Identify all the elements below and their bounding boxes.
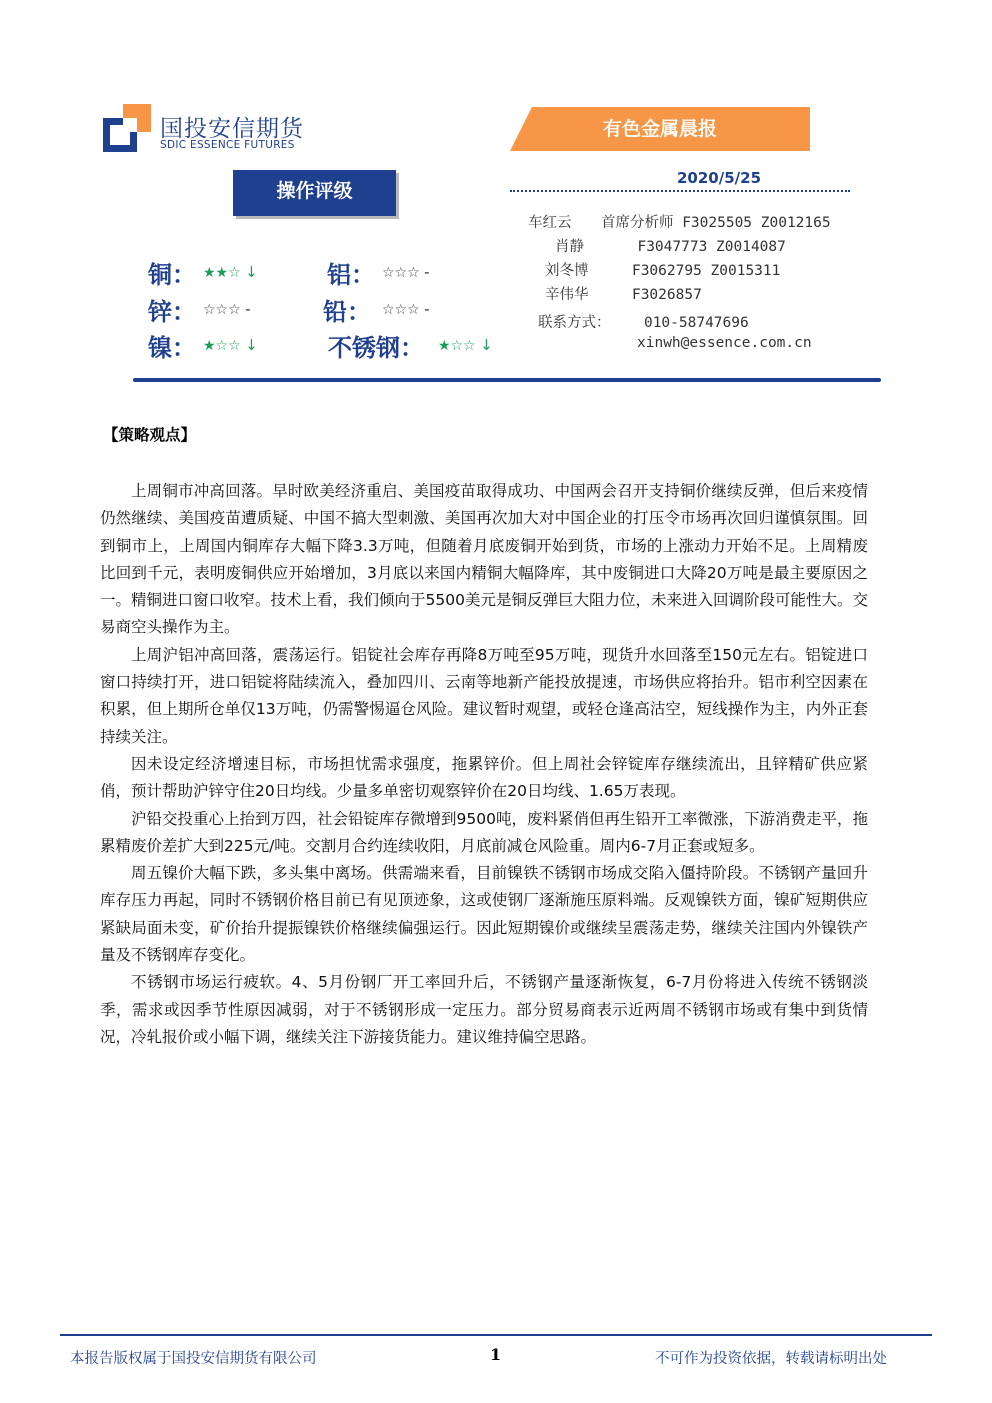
rating-stars-copper [203,263,258,281]
trend-down-icon: ↓ [245,263,258,281]
contact-label: 联系方式： [538,315,611,331]
analyst-name: 辛伟华 [545,287,589,303]
analyst-detail: F3026857 [631,287,702,303]
trend-flat-icon: - [424,263,430,281]
rating-stars-aluminum [382,263,430,281]
strategy-body [100,478,868,1051]
footer-disclaimer: 不可作为投资依据，转载请标明出处 [655,1351,887,1367]
stars-icon: ★☆☆ [438,338,476,354]
trend-flat-icon: - [245,300,251,318]
metal-name-aluminum: 铝： [327,261,375,289]
footer-copyright: 本报告版权属于国投安信期货有限公司 [70,1351,317,1367]
trend-down-icon: ↓ [480,336,493,354]
report-date: 2020/5/25 [677,169,762,187]
contact-phone: 010-58747696 [643,315,749,331]
metal-name-nickel: 镍： [148,334,196,362]
paragraph-nickel: 周五镍价大幅下跌，多头集中离场。供需端来看，目前镍铁不锈钢市场成交陷入僵持阶段。不锈钢产量回升库存压力再起，同时不锈钢价格目前已有见顶迹象，这或使钢厂逐渐施压原料端。反观镍铁方面，镍矿短期供应紧缺局面未变，矿价抬升提振镍铁价格继续偏强运行。因此短期镍价或继续呈震荡走势，继续关注国内外镍铁产量及不锈钢库存变化。 [100,864,868,965]
company-name-en: SDIC ESSENCE FUTURES [160,139,295,151]
header-divider [133,378,881,382]
stars-icon: ☆☆☆ [203,302,241,318]
paragraph-lead: 沪铅交投重心上抬到万四，社会铅锭库存微增到9500吨，废料紧俏但再生铅开工率微涨，下游消费走平，拖累精废价差扩大到225元/吨。交割月合约连续收阳，月底前减仓风险重。周内6-7月正套或短多。 [100,809,868,855]
analyst-detail: 首席分析师 F3025505 Z0012165 [600,215,831,231]
metal-name-stainless-steel: 不锈钢： [328,334,424,362]
analyst-row [545,259,780,280]
metal-name-lead: 铅： [323,298,371,326]
rating-label: 操作评级 [233,170,396,216]
paragraph-aluminum: 上周沪铝冲高回落，震荡运行。铝锭社会库存再降8万吨至95万吨，现货升水回落至150元左右。铝锭进口窗口持续打开，进口铝锭将陆续流入，叠加四川、云南等地新产能投放提速，市场供应将抬升。铝市利空因素在积累，但上期所仓单仅13万吨，仍需警惕逼仓风险。建议暂时观望，或轻仓逢高沽空，短线操作为主，内外正套持续关注。 [100,645,868,746]
date-divider [510,190,850,192]
metal-name-zinc: 锌： [148,298,196,326]
rating-stars-lead [382,300,430,318]
trend-flat-icon: - [424,300,430,318]
section-title: 【策略观点】 [103,426,197,444]
page-number: 1 [490,1345,502,1364]
company-name-cn: 国投安信期货 [160,116,304,142]
stars-icon: ☆☆☆ [382,302,420,318]
report-title: 有色金属晨报 [602,118,717,140]
stars-icon: ★☆☆ [203,338,241,354]
paragraph-copper: 上周铜市冲高回落。早时欧美经济重启、美国疫苗取得成功、中国两会召开支持铜价继续反弹，但后来疫情仍然继续、美国疫苗遭质疑、中国不搞大型刺激、美国再次加大对中国企业的打压令市场再次回归谨慎氛围。回到铜市上，上周国内铜库存大幅下降3.3万吨，但随着月底废铜开始到货，市场的上涨动力开始不足。上周精废比回到千元，表明废铜供应开始增加，3月底以来国内精铜大幅降库，其中废铜进口大降20万吨是最主要原因之一。精铜进口窗口收窄。技术上看，我们倾向于5500美元是铜反弹巨大阻力位，未来进入回调阶段可能性大。交易商空头操作为主。 [100,482,868,637]
stars-icon: ☆☆☆ [382,265,420,281]
rating-stars-nickel [203,336,258,354]
paragraph-stainless-steel: 不锈钢市场运行疲软。4、5月份钢厂开工率回升后，不锈钢产量逐渐恢复，6-7月份将进入传统不锈钢淡季，需求或因季节性原因减弱，对于不锈钢形成一定压力。部分贸易商表示近两周不锈钢市场或有集中到货情况，冷轧报价或小幅下调，继续关注下游接货能力。建议维持偏空思路。 [100,973,868,1046]
analyst-name: 肖静 [555,239,584,255]
analyst-row [545,283,702,304]
analyst-name: 刘冬博 [545,263,589,279]
paragraph-zinc: 因未设定经济增速目标，市场担忧需求强度，拖累锌价。但上周社会锌锭库存继续流出，且锌精矿供应紧俏，预计帮助沪锌守住20日均线。少量多单密切观察锌价在20日均线、1.65万表现。 [100,754,868,801]
rating-stars-zinc [203,300,251,318]
analyst-detail: F3062795 Z0015311 [631,263,781,279]
analyst-row [555,235,786,256]
contact-row [538,311,749,332]
analyst-row [528,211,831,232]
metal-name-copper: 铜： [148,261,196,289]
trend-down-icon: ↓ [245,336,258,354]
analyst-name: 车红云 [528,215,572,231]
contact-email: xinwh@essence.com.cn [637,335,812,351]
rating-stars-stainless-steel [438,336,493,354]
company-logo-icon [103,104,151,152]
footer-divider [60,1334,932,1336]
analyst-detail: F3047773 Z0014087 [637,239,786,255]
stars-icon: ★★☆ [203,265,241,281]
